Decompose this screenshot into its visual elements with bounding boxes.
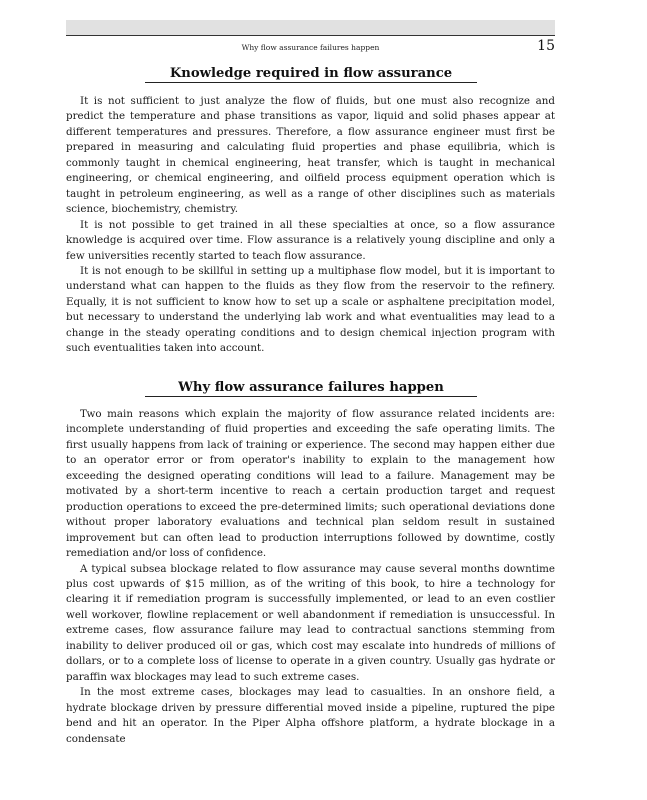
- paragraph: In the most extreme cases, blockages may lead to casualties. In an onshore field, a hydrate blockage driven by pressure differential moved inside a pipeline, ruptured the pipe bend and hit an operator. In the Piper Alpha offshore platform, a hydrate blockage in a condensate: [66, 686, 555, 745]
- running-title: Why flow assurance failures happen: [241, 43, 380, 52]
- paragraph: It is not sufficient to just analyze the flow of fluids, but one must also recognize and predict the temperature and phase transitions as vapor, liquid and solid phases appear at different temperatures and pressures. Therefore, a flow assurance engineer must first be prepared in measuring and calculating fluid properties and phase equilibria, which is commonly taught in chemical engineering, heat transfer, which is taught in mechanical engineering, or chemical engineering, and oilfield process equipment operation which is taught in petroleum engineering, as well as a range of other disciplines such as materials science, biochemistry, chemistry.: [66, 95, 555, 216]
- section-body-knowledge: [66, 94, 555, 357]
- running-header: [66, 40, 555, 56]
- paragraph: It is not enough to be skillful in setting up a multiphase flow model, but it is important to understand what can happen to the fluids as they flow from the reservoir to the refinery. Equally, it is not sufficient to know how to set up a scale or asphaltene precipitation model, but necessary to understand the underlying lab work and what eventualities may lead to a change in the steady operating conditions and to design chemical injection program with such eventualities taken into account.: [66, 264, 555, 355]
- section-heading-failures: Why flow assurance failures happen: [145, 380, 477, 397]
- page-number: 15: [537, 38, 555, 54]
- section-heading-knowledge: Knowledge required in flow assurance: [145, 66, 477, 83]
- top-gray-bar: [66, 20, 555, 35]
- paragraph: A typical subsea blockage related to flow assurance may cause several months downtime plus cost upwards of $15 million, as of the writing of this book, to hire a technology for clearing it if remediation program is successfully implemented, or lead to an even costlier well workover, flowline replacement or well abandonment if remediation is unsuccessful. In extreme cases, flow assurance failure may lead to contractual sanctions stemming from inability to deliver produced oil or gas, which cost may escalate into hundreds of millions of dollars, or to a complete loss of license to operate in a given country. Usually gas hydrate or paraffin wax blockages may lead to such extreme cases.: [66, 562, 555, 683]
- paragraph: It is not possible to get trained in all these specialties at once, so a flow assurance knowledge is acquired over time. Flow assurance is a relatively young discipline and only a few universities recently started to teach flow assurance.: [66, 218, 555, 262]
- section-body-failures: [66, 407, 555, 747]
- header-rule: [66, 35, 555, 36]
- paragraph: Two main reasons which explain the majority of flow assurance related incidents are: incomplete understanding of fluid properties and exceeding the safe operating limits. The first usually happens from lack of training or experience. The second may happen either due to an operator error or from operator's inability to explain to the management how exceeding the designed operating conditions will lead to a failure. Management may be motivated by a short-term incentive to reach a certain production target and request production operations to exceed the pre-determined limits; such operational deviations done without proper laboratory evaluations and technical plan seldom result in sustained improvement but can often lead to production interruptions followed by downtime, costly remediation and/or loss of confidence.: [66, 408, 555, 560]
